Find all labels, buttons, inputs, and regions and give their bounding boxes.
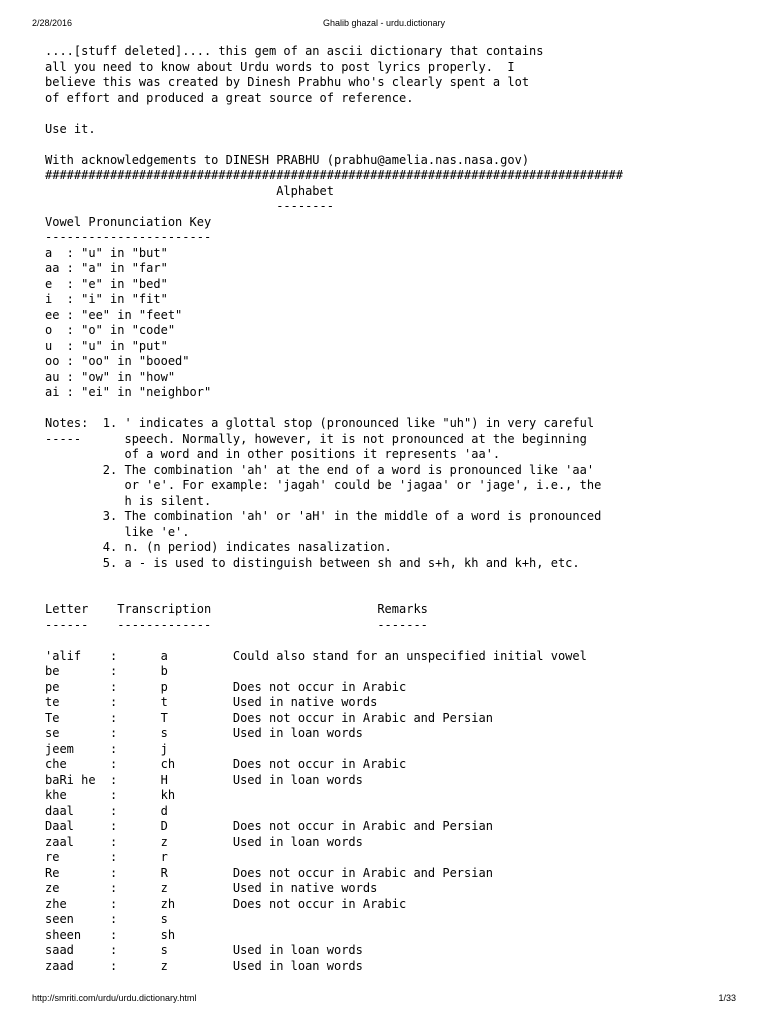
alphabet-heading: Alphabet -------- bbox=[276, 183, 334, 213]
spacer bbox=[45, 106, 745, 122]
page-url: http://smriti.com/urdu/urdu.dictionary.html bbox=[32, 993, 197, 1003]
page-title: Ghalib ghazal - urdu.dictionary bbox=[322, 18, 446, 28]
spacer bbox=[45, 587, 745, 603]
page-number: 1/33 bbox=[718, 993, 736, 1003]
print-date: 2/28/2016 bbox=[32, 18, 73, 28]
hash-divider: ################################################################################ bbox=[45, 168, 623, 182]
acknowledgement-line: With acknowledgements to DINESH PRABHU (prabhu@amelia.nas.nasa.gov) bbox=[45, 152, 530, 167]
spacer bbox=[45, 137, 745, 153]
letters-table-header: Letter Transcription Remarks ------ ------------- ------- bbox=[45, 602, 428, 632]
document-body bbox=[45, 44, 745, 974]
notes-section: Notes: 1. ' indicates a glottal stop (pronounced like "uh") in very careful ----- speech. Normally, however, it is not pronounced at the beginning of a word and in other positions it represents 'aa'. 2. The combination 'ah' at the end of a word is pronounced like 'aa' or 'e'. For example: 'jagah' could be 'jagaa' or 'jage', i.e., the h is silent. 3. The combination 'ah' or 'aH' in the middle of a word is pronounced like 'e'. 4. n. (n period) indicates nasalization. 5. a - is used to distinguish between sh and s+h, kh and k+h, etc. bbox=[45, 416, 602, 570]
use-it-line: Use it. bbox=[45, 121, 96, 136]
letters-table-rows: 'alif : a Could also stand for an unspecified initial vowel be : b pe : p Does not occur in Arabic te : t Used in native words Te : T Does not occur in Arabic and Persian se : s Used in loan words jeem : j che : ch Does not occur in Arabic baRi he : H Used in loan words khe : kh daal : d Daal : D Does not occur in Arabic and Persian zaal : z Used in loan words re : r Re : R Does not occur in Arabic and Persian ze : z Used in native words zhe : zh Does not occur in Arabic seen : s sheen : sh saad : s Used in loan words zaad : z Used in loan words bbox=[45, 648, 587, 973]
vowel-key-list: a : "u" in "but" aa : "a" in "far" e : "e" in "bed" i : "i" in "fit" ee : "ee" in "feet" o : "o" in "code" u : "u" in "put" oo : "oo" in "booed" au : "ow" in "how" ai : "ei" in "neighbor" bbox=[45, 245, 212, 399]
intro-paragraph: ....[stuff deleted].... this gem of an ascii dictionary that contains all you need to know about Urdu words to post lyrics properly. I believe this was created by Dinesh Prabhu who's clearly spent a lot of effort and produced a great source of reference. bbox=[45, 44, 544, 105]
spacer bbox=[45, 633, 745, 649]
spacer bbox=[45, 401, 745, 417]
spacer bbox=[45, 571, 745, 587]
vowel-key-title: Vowel Pronunciation Key ----------------------- bbox=[45, 214, 212, 244]
